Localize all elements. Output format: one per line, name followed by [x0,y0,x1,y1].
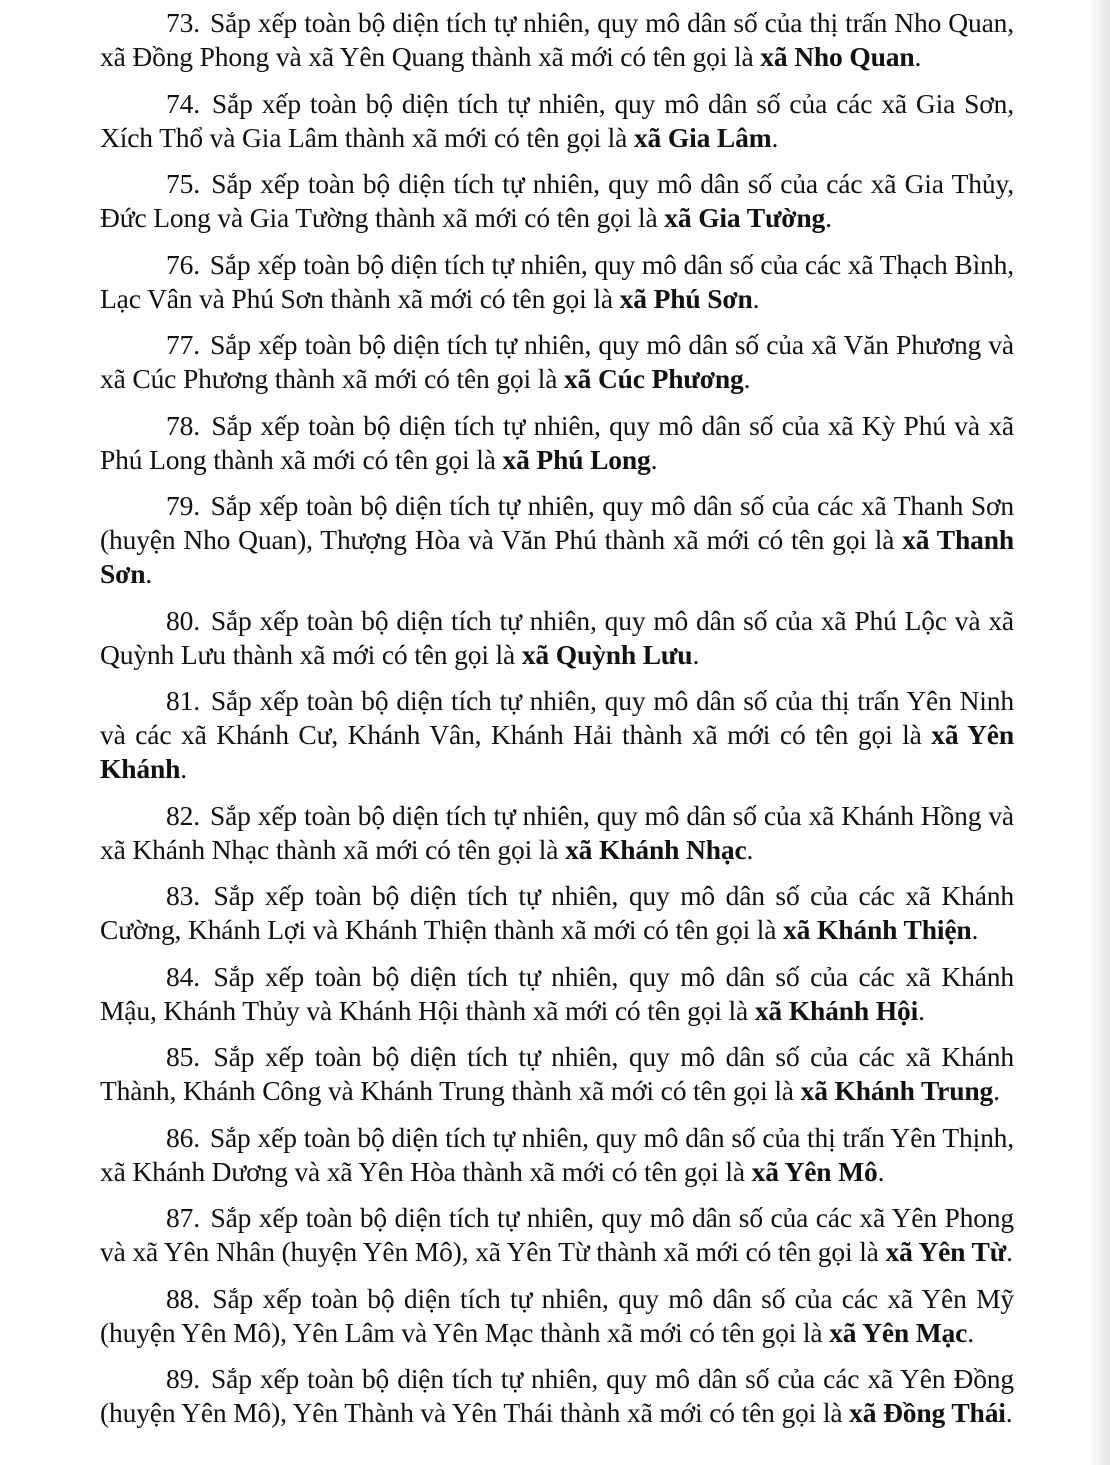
article-text: Sắp xếp toàn bộ diện tích tự nhiên, quy mô dân số của xã Khánh Hồng và xã Khánh Nhạc thành xã mới có tên gọi là [100,799,1014,865]
article-text: Sắp xếp toàn bộ diện tích tự nhiên, quy mô dân số của thị trấn Yên Ninh và các xã Khánh Cư, Khánh Vân, Khánh Hải thành xã mới có tên gọi là [100,685,1014,750]
article-text: Sắp xếp toàn bộ diện tích tự nhiên, quy mô dân số của thị trấn Nho Quan, xã Đồng Phong và xã Yên Quang thành xã mới có tên gọi là [100,7,1014,72]
article-paragraph [100,1282,1014,1350]
article-end-punctuation: . [180,753,188,784]
article-paragraph [100,87,1014,155]
article-paragraph [100,879,1014,947]
article-paragraph [100,684,1014,786]
article-end-punctuation: . [650,443,658,475]
new-commune-name: xã Phú Long [502,443,651,475]
article-end-punctuation: . [825,202,832,233]
article-end-punctuation: . [1006,1236,1013,1267]
article-number: 77. [166,329,200,360]
article-text: Sắp xếp toàn bộ diện tích tự nhiên, quy mô dân số của các xã Khánh Cường, Khánh Lợi và Khánh Thiện thành xã mới có tên gọi là [100,880,1014,945]
new-commune-name: xã Yên Từ [885,1236,1007,1267]
article-number: 83. [166,880,200,911]
article-paragraph [100,1362,1014,1430]
new-commune-name: xã Quỳnh Lưu [521,638,693,670]
article-end-punctuation: . [145,558,153,589]
article-number: 89. [166,1363,200,1394]
new-commune-name: xã Yên Khánh [100,719,1014,784]
new-commune-name: xã Đồng Thái [849,1397,1006,1428]
article-text: Sắp xếp toàn bộ diện tích tự nhiên, quy mô dân số của xã Kỳ Phú và xã Phú Long thành xã mới có tên gọi là [100,409,1014,475]
new-commune-name: xã Nho Quan [760,41,915,72]
new-commune-name: xã Khánh Trung [800,1075,994,1106]
article-end-punctuation: . [971,914,979,945]
article-text: Sắp xếp toàn bộ diện tích tự nhiên, quy mô dân số của các xã Gia Thủy, Đức Long và Gia Tường thành xã mới có tên gọi là [100,168,1014,233]
article-text: Sắp xếp toàn bộ diện tích tự nhiên, quy mô dân số của xã Văn Phương và xã Cúc Phương thành xã mới có tên gọi là [100,329,1014,394]
article-end-punctuation: . [746,833,754,865]
article-paragraph [100,1201,1014,1269]
article-end-punctuation: . [918,994,925,1026]
article-text: Sắp xếp toàn bộ diện tích tự nhiên, quy mô dân số của các xã Yên Đồng (huyện Yên Mô), Yên Thành và Yên Thái thành xã mới có tên gọi là [100,1363,1014,1428]
article-text: Sắp xếp toàn bộ diện tích tự nhiên, quy mô dân số của thị trấn Yên Thịnh, xã Khánh Dương và xã Yên Hòa thành xã mới có tên gọi là [100,1121,1014,1187]
article-text: Sắp xếp toàn bộ diện tích tự nhiên, quy mô dân số của các xã Thạch Bình, Lạc Vân và Phú Sơn thành xã mới có tên gọi là [100,248,1014,314]
article-number: 88. [166,1282,200,1314]
new-commune-name: xã Khánh Thiện [783,914,972,945]
article-number: 74. [166,87,200,119]
article-number: 78. [166,409,200,441]
article-list [100,6,1014,1430]
article-paragraph [100,6,1014,74]
article-number: 73. [166,7,200,38]
article-end-punctuation: . [914,41,922,72]
article-text: Sắp xếp toàn bộ diện tích tự nhiên, quy mô dân số của các xã Yên Mỹ (huyện Yên Mô), Yên Lâm và Yên Mạc thành xã mới có tên gọi là [100,1282,1014,1348]
article-number: 76. [166,248,200,280]
article-number: 79. [166,490,200,521]
article-number: 82. [166,799,200,831]
article-paragraph [100,489,1014,591]
new-commune-name: xã Khánh Nhạc [565,833,747,865]
article-end-punctuation: . [967,1316,974,1348]
new-commune-name: xã Gia Lâm [633,121,772,153]
article-end-punctuation: . [692,638,700,670]
article-number: 86. [166,1121,200,1153]
article-paragraph [100,167,1014,235]
new-commune-name: xã Gia Tường [664,202,826,233]
article-end-punctuation: . [877,1155,885,1187]
article-number: 85. [166,1041,200,1072]
article-paragraph [100,1040,1014,1108]
article-end-punctuation: . [1005,1397,1013,1428]
article-number: 80. [166,604,200,636]
article-text: Sắp xếp toàn bộ diện tích tự nhiên, quy mô dân số của các xã Khánh Thành, Khánh Công và Khánh Trung thành xã mới có tên gọi là [100,1041,1014,1106]
page-edge-shadow [1088,0,1110,1465]
article-text: Sắp xếp toàn bộ diện tích tự nhiên, quy mô dân số của xã Phú Lộc và xã Quỳnh Lưu thành xã mới có tên gọi là [100,604,1014,670]
article-end-punctuation: . [752,282,760,314]
article-paragraph [100,960,1014,1028]
article-text: Sắp xếp toàn bộ diện tích tự nhiên, quy mô dân số của các xã Thanh Sơn (huyện Nho Quan), Thượng Hòa và Văn Phú thành xã mới có tên gọi là [100,490,1014,555]
article-number: 84. [166,960,200,992]
new-commune-name: xã Cúc Phương [564,363,744,394]
article-number: 75. [166,168,200,199]
article-end-punctuation: . [771,121,779,153]
article-number: 81. [166,685,200,716]
new-commune-name: xã Khánh Hội [754,994,919,1026]
new-commune-name: xã Phú Sơn [619,282,753,314]
article-paragraph [100,409,1014,477]
article-number: 87. [166,1202,200,1233]
new-commune-name: xã Yên Mạc [829,1316,968,1348]
new-commune-name: xã Yên Mô [751,1155,878,1187]
article-paragraph [100,1121,1014,1189]
article-paragraph [100,248,1014,316]
new-commune-name: xã Thanh Sơn [100,524,1014,589]
article-paragraph [100,328,1014,396]
article-end-punctuation: . [743,363,751,394]
article-text: Sắp xếp toàn bộ diện tích tự nhiên, quy mô dân số của các xã Gia Sơn, Xích Thổ và Gia Lâm thành xã mới có tên gọi là [100,87,1014,153]
article-text: Sắp xếp toàn bộ diện tích tự nhiên, quy mô dân số của các xã Yên Phong và xã Yên Nhân (huyện Yên Mô), xã Yên Từ thành xã mới có tên gọi là [100,1202,1014,1267]
article-end-punctuation: . [993,1075,1000,1106]
article-paragraph [100,604,1014,672]
article-text: Sắp xếp toàn bộ diện tích tự nhiên, quy mô dân số của các xã Khánh Mậu, Khánh Thủy và Khánh Hội thành xã mới có tên gọi là [100,960,1014,1026]
article-paragraph [100,799,1014,867]
